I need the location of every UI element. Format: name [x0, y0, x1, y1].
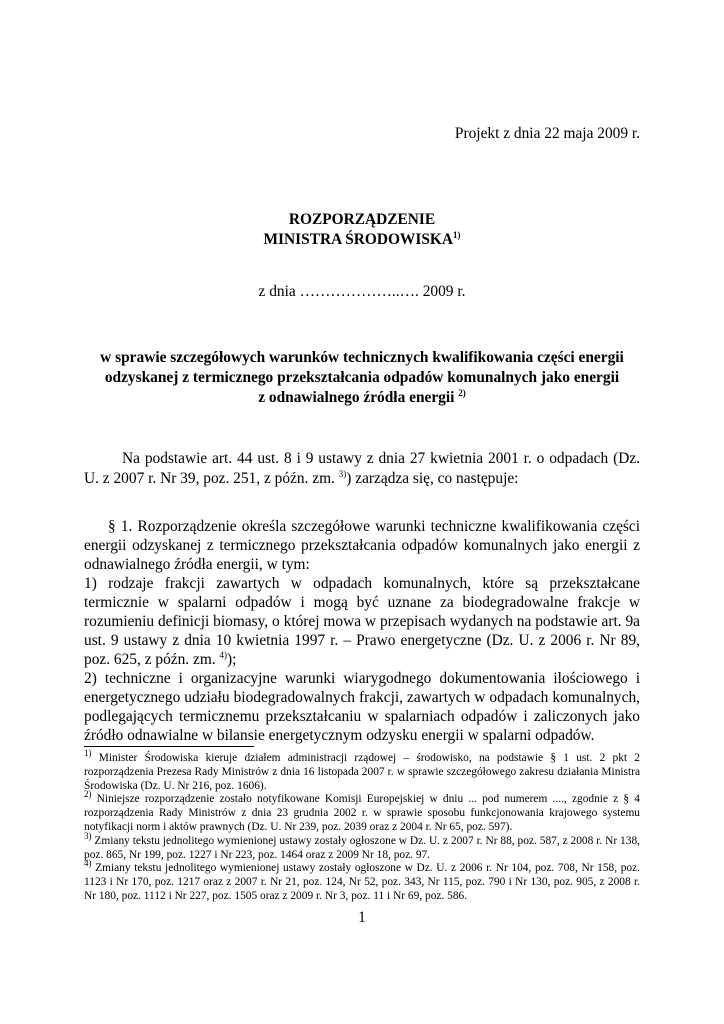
- title-line-1: ROZPORZĄDZENIE: [288, 211, 436, 228]
- footnote-ref-2[interactable]: 2): [458, 387, 466, 398]
- footnote-3: [84, 830, 640, 863]
- title-line-2-text: MINISTRA ŚRODOWISKA: [263, 231, 453, 248]
- subject-line-2: odzyskanej z termicznego przekształcania odpadów komunalnych jako energii: [104, 369, 620, 386]
- footnote-marker: 2): [84, 789, 92, 800]
- footnote-separator: [84, 746, 254, 747]
- legal-basis-text: Na podstawie art. 44 ust. 8 i 9 ustawy z dnia 27 kwietnia 2001 r. o odpadach (Dz. U. z 2007 r. Nr 39, poz. 251, z późn. zm.: [84, 450, 640, 487]
- subject-line-3: [84, 388, 640, 408]
- footnote-4: [84, 858, 640, 903]
- section-1-intro: § 1. Rozporządzenie określa szczegółowe warunki techniczne kwalifikowania części energii odzyskanej z termicznego przekształcania odpadów komunalnych jako energii z odnawialnego źródła energii, w tym:: [84, 518, 640, 573]
- regulation-date-line: z dnia ………………..…. 2009 r.: [258, 283, 466, 300]
- legal-basis-text-end: ) zarządza się, co następuje:: [346, 470, 519, 487]
- footnote-ref-3[interactable]: 3): [338, 468, 347, 479]
- subject-line-3-text: z odnawialnego źródła energii: [258, 389, 455, 406]
- section-1: [84, 517, 640, 745]
- footnote-text: Niniejsze rozporządzenie zostało notyfikowane Komisji Europejskiej w dniu ... pod numerem ...., zgodnie z § 4 rozporządzenia Rady Ministrów z dnia 23 grudnia 2002 r. w sprawie sposobu funkcjonowania krajowego systemu notyfikacji norm i aktów prawnych (Dz. U. Nr 239, poz. 2039 oraz z 2004 r. Nr 65, poz. 597).: [84, 793, 640, 833]
- footnote-text: Zmiany tekstu jednolitego wymienionej ustawy zostały ogłoszone w Dz. U. z 2007 r. Nr 88, poz. 587, z 2008 r. Nr 138, poz. 865, Nr 199, poz. 1227 i Nr 223, poz. 1464 oraz z 2009 Nr 18, poz. 97.: [84, 834, 640, 861]
- footnote-marker: 1): [84, 748, 92, 759]
- legal-basis-paragraph: [84, 449, 640, 489]
- subject-line-1: w sprawie szczegółowych warunków technicznych kwalifikowania części energii: [100, 349, 624, 366]
- footnote-ref-1[interactable]: 1): [452, 229, 461, 240]
- footnote-text: Minister Środowiska kieruje działem administracji rządowej – środowisko, na podstawie § 1 ust. 2 pkt 2 rozporządzenia Prezesa Rady Ministrów z dnia 16 listopada 2007 r. w sprawie szczegółowego zakresu działania Ministra Środowiska (Dz. U. Nr 216, poz. 1606).: [84, 752, 640, 792]
- project-date-line: Projekt z dnia 22 maja 2009 r.: [454, 125, 640, 142]
- footnote-marker: 3): [84, 830, 92, 841]
- item-1-text-end: );: [227, 651, 237, 668]
- footnote-ref-4[interactable]: 4): [219, 649, 227, 660]
- item-1-text: 1) rodzaje frakcji zawartych w odpadach komunalnych, które są przekształcane termicznie w spalarni odpadów i mogą być uznane za biodegradowalne frakcje w rozumieniu definicji biomasy, o której mowa w przepisach wydanych na podstawie art. 9a ust. 9 ustawy z dnia 10 kwietnia 1997 r. – Prawo energetyczne (Dz. U. z 2006 r. Nr 89, poz. 625, z późn. zm.: [84, 575, 640, 668]
- document-title: [84, 210, 640, 250]
- footnote-2: [84, 789, 640, 834]
- section-1-item-2: 2) techniczne i organizacyjne warunki wiarygodnego dokumentowania ilościowego i energetycznego udziału biodegradowalnych frakcji, zawartych w odpadach komunalnych, podlegających termicznemu przekształcaniu w spalarniach odpadów i zaliczonych jako źródło odnawialne w bilansie energetycznym odzysku energii w spalarni odpadów.: [84, 670, 640, 744]
- footnote-marker: 4): [84, 858, 92, 869]
- footnote-text: Zmiany tekstu jednolitego wymienionej ustawy zostały ogłoszone w Dz. U. z 2006 r. Nr 104, poz. 708, Nr 158, poz. 1123 i Nr 170, poz. 1217 oraz z 2007 r. Nr 21, poz. 124, Nr 52, poz. 343, Nr 115, poz. 790 i Nr 130, poz. 905, z 2008 r. Nr 180, poz. 1112 i Nr 227, poz. 1505 oraz z 2009 r. Nr 3, poz. 11 i Nr 69, poz. 586.: [84, 862, 640, 902]
- regulation-subject: [84, 348, 640, 408]
- page-number: 1: [358, 909, 366, 926]
- footnotes: [84, 748, 640, 904]
- title-line-2: [84, 230, 640, 250]
- section-1-item-1: [84, 574, 640, 669]
- footnote-1: [84, 748, 640, 793]
